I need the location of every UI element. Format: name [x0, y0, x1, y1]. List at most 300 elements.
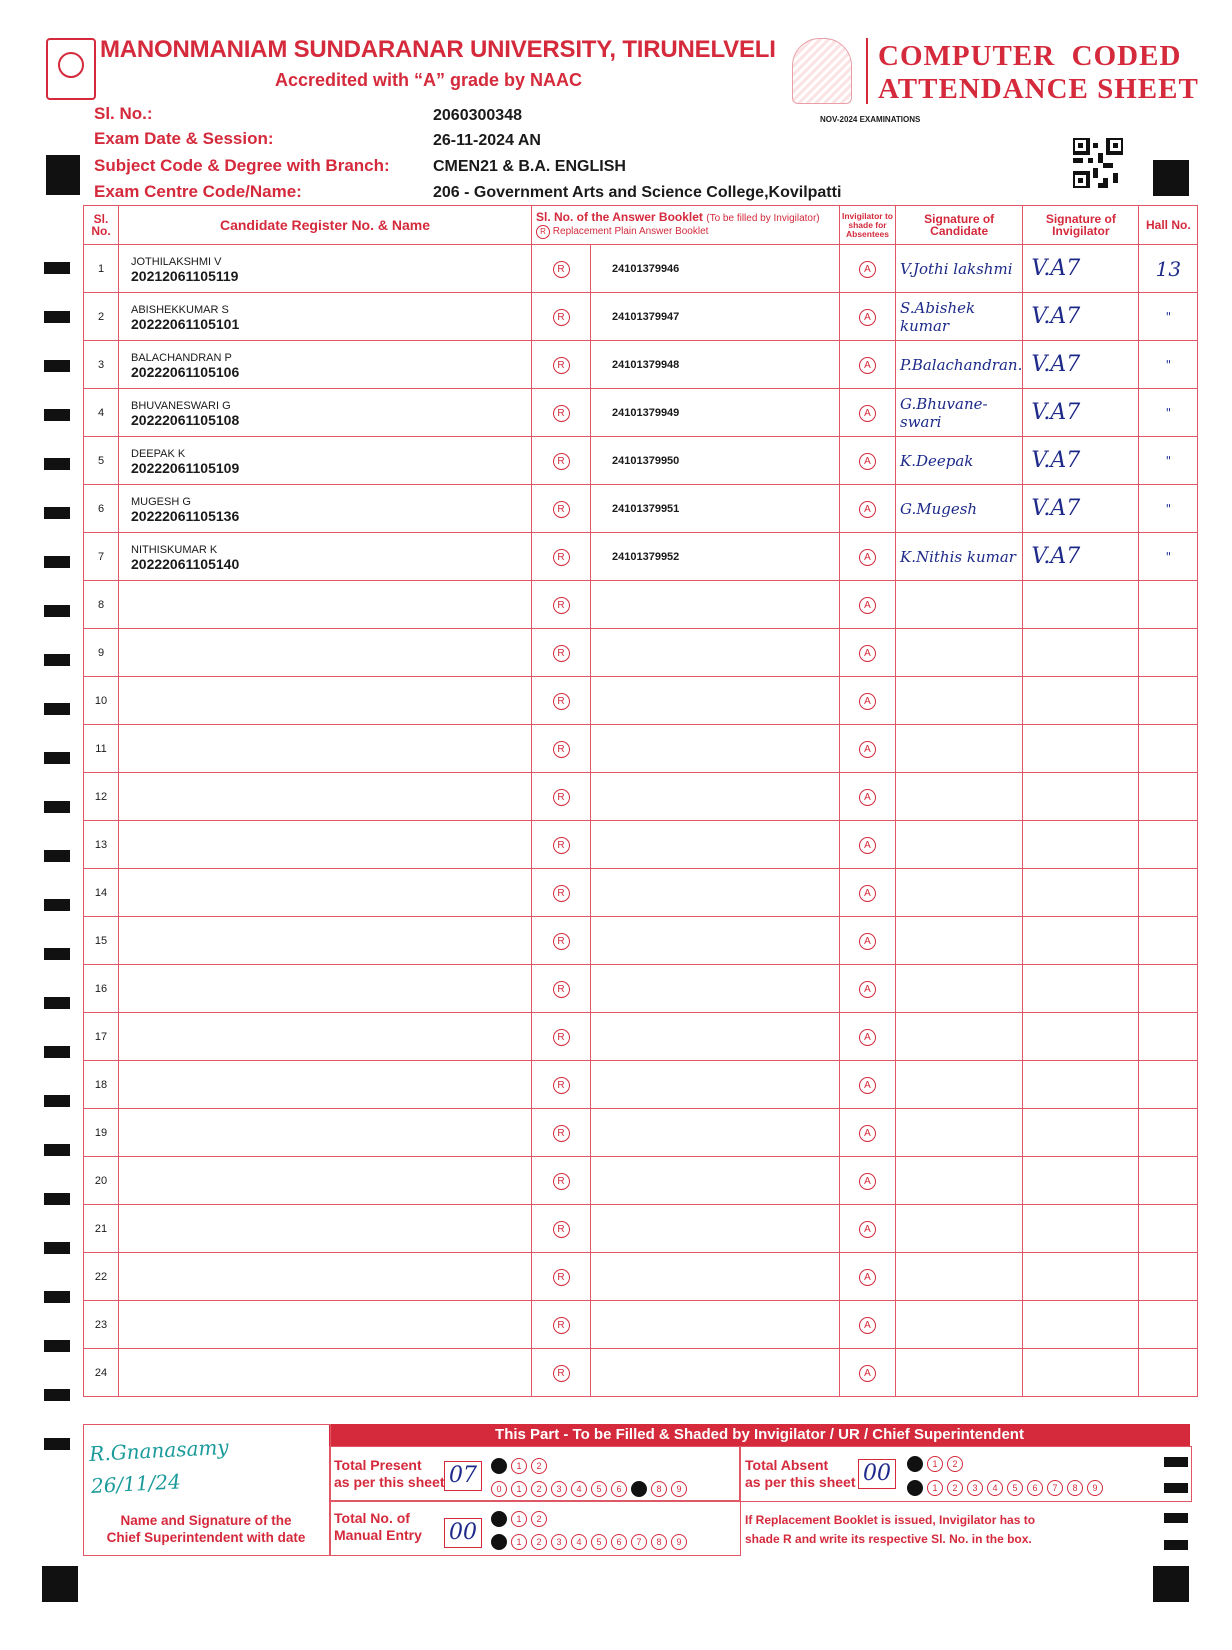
row-sl-no: 11	[84, 725, 119, 773]
timing-mark	[44, 1340, 70, 1352]
hall-no	[1139, 1109, 1198, 1157]
invigilator-signature	[1023, 1157, 1139, 1205]
university-logo	[46, 38, 96, 100]
invigilator-signature: V.A7	[1023, 389, 1139, 437]
timing-mark	[1164, 1540, 1188, 1550]
digit-bubble[interactable]: 9	[1087, 1480, 1103, 1496]
total-present-tens-bubbles	[491, 1456, 551, 1474]
digit-bubble[interactable]: 2	[531, 1458, 547, 1474]
booklet-no[interactable]: 24101379948	[591, 341, 840, 389]
replacement-bubble[interactable]: R	[553, 933, 570, 950]
replacement-bubble[interactable]: R	[553, 501, 570, 518]
candidate-cell	[119, 965, 532, 1013]
absentee-bubble[interactable]: A	[859, 261, 876, 278]
absentee-bubble[interactable]: A	[859, 1173, 876, 1190]
invigilator-signature: V.A7	[1023, 245, 1139, 293]
absentee-cell	[840, 1109, 896, 1157]
candidate-signature	[896, 581, 1023, 629]
replacement-bubble[interactable]: R	[553, 597, 570, 614]
replacement-cell	[532, 533, 591, 581]
replacement-bubble[interactable]: R	[553, 741, 570, 758]
row-sl-no: 17	[84, 1013, 119, 1061]
replacement-bubble[interactable]: R	[553, 309, 570, 326]
replacement-note: If Replacement Booklet is issued, Invigilator has to shade R and write its respective Sl. No. in the box.	[745, 1513, 1036, 1546]
hall-no	[1139, 581, 1198, 629]
booklet-no[interactable]	[591, 1157, 840, 1205]
candidate-signature	[896, 1013, 1023, 1061]
digit-bubble[interactable]: 2	[947, 1456, 963, 1472]
timing-mark	[44, 507, 70, 519]
total-absent-label: Total Absent as per this sheet	[745, 1457, 856, 1490]
replacement-cell	[532, 1061, 591, 1109]
invigilator-signature: V.A7	[1023, 533, 1139, 581]
absentee-bubble[interactable]: A	[859, 1125, 876, 1142]
absentee-bubble[interactable]: A	[859, 1269, 876, 1286]
timing-mark	[44, 360, 70, 372]
timing-mark	[42, 1566, 78, 1602]
candidate-signature	[896, 773, 1023, 821]
replacement-cell	[532, 725, 591, 773]
digit-bubble[interactable]: 3	[967, 1480, 983, 1496]
absentee-bubble[interactable]: A	[859, 645, 876, 662]
invigilator-signature: V.A7	[1023, 293, 1139, 341]
replacement-cell	[532, 437, 591, 485]
booklet-no[interactable]	[591, 1109, 840, 1157]
booklet-no[interactable]	[591, 1061, 840, 1109]
row-sl-no: 7	[84, 533, 119, 581]
invigilator-signature: V.A7	[1023, 485, 1139, 533]
absentee-bubble[interactable]: A	[859, 789, 876, 806]
accreditation-text: Accredited with “A” grade by NAAC	[275, 70, 583, 90]
digit-bubble[interactable]: 0	[907, 1456, 923, 1472]
replacement-cell	[532, 341, 591, 389]
row-sl-no: 1	[84, 245, 119, 293]
candidate-name: MUGESH G	[131, 495, 191, 508]
digit-bubble[interactable]: 4	[987, 1480, 1003, 1496]
candidate-cell	[119, 245, 532, 293]
invigilator-signature	[1023, 773, 1139, 821]
absentee-bubble[interactable]: A	[859, 1029, 876, 1046]
hall-no	[1139, 725, 1198, 773]
hall-no: "	[1139, 533, 1198, 581]
table-row	[84, 1301, 1198, 1349]
digit-bubble[interactable]: 2	[531, 1511, 547, 1527]
candidate-register-no: 20222061105101	[131, 315, 240, 332]
table-row	[84, 581, 1198, 629]
replacement-bubble[interactable]: R	[553, 885, 570, 902]
timing-mark	[44, 899, 70, 911]
invigilator-signature	[1023, 1253, 1139, 1301]
replacement-cell	[532, 917, 591, 965]
replacement-cell	[532, 1349, 591, 1397]
absentee-bubble[interactable]: A	[859, 597, 876, 614]
digit-bubble[interactable]: 6	[1027, 1480, 1043, 1496]
header-booklet-sub: Replacement Plain Answer Booklet	[552, 226, 709, 237]
digit-bubble[interactable]: 3	[551, 1534, 567, 1550]
digit-bubble[interactable]: 1	[927, 1480, 943, 1496]
timing-mark	[44, 801, 70, 813]
digit-bubble[interactable]: 1	[511, 1534, 527, 1550]
absentee-bubble[interactable]: A	[859, 501, 876, 518]
absentee-bubble[interactable]: A	[859, 885, 876, 902]
booklet-no[interactable]	[591, 725, 840, 773]
invigilator-signature	[1023, 581, 1139, 629]
timing-mark	[44, 654, 70, 666]
booklet-no[interactable]: 24101379951	[591, 485, 840, 533]
row-sl-no: 16	[84, 965, 119, 1013]
booklet-no[interactable]	[591, 965, 840, 1013]
digit-bubble[interactable]: 0	[491, 1481, 507, 1497]
hall-no	[1139, 1349, 1198, 1397]
booklet-no[interactable]	[591, 869, 840, 917]
digit-bubble[interactable]: 1	[511, 1511, 527, 1527]
absentee-bubble[interactable]: A	[859, 405, 876, 422]
booklet-no[interactable]	[591, 773, 840, 821]
replacement-bubble[interactable]: R	[553, 1269, 570, 1286]
header-booklet	[532, 206, 840, 245]
booklet-no[interactable]	[591, 1205, 840, 1253]
candidate-cell	[119, 341, 532, 389]
absentee-bubble[interactable]: A	[859, 309, 876, 326]
table-header	[84, 206, 1198, 245]
absentee-bubble[interactable]: A	[859, 1365, 876, 1382]
timing-mark	[44, 948, 70, 960]
absentee-bubble[interactable]: A	[859, 453, 876, 470]
row-sl-no: 5	[84, 437, 119, 485]
candidate-register-no: 20222061105106	[131, 363, 240, 380]
replacement-cell	[532, 1157, 591, 1205]
candidate-cell	[119, 1349, 532, 1397]
absentee-bubble[interactable]: A	[859, 693, 876, 710]
absentee-bubble[interactable]: A	[859, 1077, 876, 1094]
header-invigilator-signature: Signature of Invigilator	[1023, 206, 1139, 245]
table-row	[84, 437, 1198, 485]
candidate-signature	[896, 1205, 1023, 1253]
digit-bubble[interactable]: 8	[1067, 1480, 1083, 1496]
table-row	[84, 869, 1198, 917]
invigilator-signature	[1023, 869, 1139, 917]
replacement-cell	[532, 1205, 591, 1253]
booklet-no[interactable]: 24101379947	[591, 293, 840, 341]
digit-bubble[interactable]: 5	[591, 1481, 607, 1497]
candidate-cell	[119, 773, 532, 821]
candidate-register-no: 20222061105109	[131, 459, 240, 476]
digit-bubble[interactable]: 0	[491, 1511, 507, 1527]
candidate-cell	[119, 1061, 532, 1109]
table-row	[84, 677, 1198, 725]
candidate-cell	[119, 1109, 532, 1157]
table-row	[84, 1061, 1198, 1109]
candidate-signature	[896, 821, 1023, 869]
digit-bubble[interactable]: 9	[671, 1481, 687, 1497]
row-sl-no: 20	[84, 1157, 119, 1205]
absentee-cell	[840, 293, 896, 341]
candidate-register-no: 20212061105119	[131, 267, 239, 284]
total-present-label: Total Present as per this sheet	[334, 1457, 445, 1490]
table-row	[84, 821, 1198, 869]
replacement-bubble[interactable]: R	[553, 453, 570, 470]
total-absent-tens-bubbles	[907, 1454, 967, 1472]
absentee-cell	[840, 437, 896, 485]
chief-superintendent-signature: R.Gnanasamy 26/11/24	[88, 1434, 230, 1498]
absentee-bubble[interactable]: A	[859, 981, 876, 998]
replacement-bubble[interactable]: R	[553, 405, 570, 422]
replacement-cell	[532, 1013, 591, 1061]
candidate-signature	[896, 677, 1023, 725]
timing-mark	[44, 409, 70, 421]
replacement-bubble[interactable]: R	[553, 789, 570, 806]
digit-bubble[interactable]: 1	[927, 1456, 943, 1472]
timing-mark	[44, 556, 70, 568]
total-absent-value[interactable]: 00	[858, 1459, 896, 1489]
booklet-no[interactable]	[591, 821, 840, 869]
replacement-cell	[532, 1253, 591, 1301]
university-name: MANONMANIAM SUNDARANAR UNIVERSITY, TIRUNELVELI	[100, 36, 776, 63]
replacement-cell	[532, 1301, 591, 1349]
digit-bubble[interactable]: 8	[651, 1481, 667, 1497]
digit-bubble[interactable]: 2	[531, 1534, 547, 1550]
absentee-bubble[interactable]: A	[859, 837, 876, 854]
absentee-bubble[interactable]: A	[859, 1221, 876, 1238]
exam-centre-label: Exam Centre Code/Name:	[94, 182, 302, 201]
timing-mark	[44, 1242, 70, 1254]
absentee-bubble[interactable]: A	[859, 933, 876, 950]
candidate-cell	[119, 1157, 532, 1205]
table-row	[84, 293, 1198, 341]
booklet-no[interactable]	[591, 581, 840, 629]
replacement-bubble[interactable]: R	[553, 1317, 570, 1334]
absentee-bubble[interactable]: A	[859, 357, 876, 374]
table-row	[84, 389, 1198, 437]
total-present-units-bubbles	[491, 1479, 691, 1497]
candidate-signature	[896, 1301, 1023, 1349]
booklet-no[interactable]	[591, 677, 840, 725]
timing-mark	[44, 605, 70, 617]
replacement-bubble[interactable]: R	[553, 1365, 570, 1382]
row-sl-no: 14	[84, 869, 119, 917]
absentee-cell	[840, 1301, 896, 1349]
replacement-bubble[interactable]: R	[553, 1029, 570, 1046]
candidate-signature	[896, 1253, 1023, 1301]
hall-no	[1139, 629, 1198, 677]
header-absentee-shade: Invigilator to shade for Absentees	[840, 206, 896, 245]
candidate-signature	[896, 869, 1023, 917]
digit-bubble[interactable]: 6	[611, 1534, 627, 1550]
timing-mark	[46, 155, 80, 195]
absentee-bubble[interactable]: A	[859, 1317, 876, 1334]
booklet-no[interactable]: 24101379949	[591, 389, 840, 437]
digit-bubble[interactable]: 0	[907, 1480, 923, 1496]
attendance-table	[83, 205, 1198, 1397]
table-row	[84, 1013, 1198, 1061]
table-row	[84, 917, 1198, 965]
replacement-bubble[interactable]: R	[553, 549, 570, 566]
qr-code-icon	[1073, 138, 1123, 188]
replacement-bubble[interactable]: R	[553, 1221, 570, 1238]
candidate-signature	[896, 1061, 1023, 1109]
booklet-no[interactable]: 24101379952	[591, 533, 840, 581]
digit-bubble[interactable]: 4	[571, 1534, 587, 1550]
replacement-bubble[interactable]: R	[553, 837, 570, 854]
booklet-no[interactable]	[591, 1301, 840, 1349]
subject-value: CMEN21 & B.A. ENGLISH	[433, 158, 626, 175]
timing-mark	[44, 703, 70, 715]
timing-mark	[44, 850, 70, 862]
candidate-cell	[119, 581, 532, 629]
table-row	[84, 1157, 1198, 1205]
replacement-bubble[interactable]: R	[553, 645, 570, 662]
header-sl-no: Sl. No.	[84, 206, 119, 245]
table-row	[84, 1253, 1198, 1301]
exam-label: NOV-2024 EXAMINATIONS	[820, 115, 921, 124]
booklet-no[interactable]: 24101379946	[591, 245, 840, 293]
candidate-cell	[119, 389, 532, 437]
table-row	[84, 965, 1198, 1013]
digit-bubble[interactable]: 3	[551, 1481, 567, 1497]
row-sl-no: 15	[84, 917, 119, 965]
sheet-title	[878, 40, 1199, 106]
invigilator-signature	[1023, 677, 1139, 725]
replacement-bubble[interactable]: R	[553, 981, 570, 998]
timing-mark	[44, 1389, 70, 1401]
replacement-circle-icon: R	[536, 225, 550, 239]
invigilator-signature	[1023, 1013, 1139, 1061]
hall-no	[1139, 677, 1198, 725]
sheet-title-line-1: COMPUTER CODED	[878, 40, 1182, 72]
absentee-cell	[840, 1061, 896, 1109]
total-absent-units-bubbles	[907, 1478, 1107, 1496]
table-row	[84, 629, 1198, 677]
candidate-signature: V.Jothi lakshmi	[896, 245, 1023, 293]
booklet-no[interactable]	[591, 1349, 840, 1397]
digit-bubble[interactable]: 7	[631, 1534, 647, 1550]
absentee-bubble[interactable]: A	[859, 741, 876, 758]
replacement-cell	[532, 581, 591, 629]
digit-bubble[interactable]: 7	[1047, 1480, 1063, 1496]
invigilator-signature	[1023, 629, 1139, 677]
absentee-cell	[840, 1205, 896, 1253]
total-present-value[interactable]: 07	[444, 1461, 482, 1491]
timing-mark	[1153, 160, 1189, 196]
header-candidate: Candidate Register No. & Name	[119, 206, 532, 245]
timing-mark	[44, 1291, 70, 1303]
timing-mark	[44, 311, 70, 323]
manual-entry-value[interactable]: 00	[444, 1518, 482, 1548]
invigilator-signature: V.A7	[1023, 341, 1139, 389]
digit-bubble[interactable]: 5	[1007, 1480, 1023, 1496]
hall-no	[1139, 869, 1198, 917]
absentee-cell	[840, 341, 896, 389]
row-sl-no: 8	[84, 581, 119, 629]
booklet-no[interactable]: 24101379950	[591, 437, 840, 485]
digit-bubble[interactable]: 5	[591, 1534, 607, 1550]
absentee-cell	[840, 917, 896, 965]
absentee-cell	[840, 1013, 896, 1061]
row-sl-no: 9	[84, 629, 119, 677]
candidate-register-no: 20222061105136	[131, 507, 240, 524]
digit-bubble[interactable]: 2	[531, 1481, 547, 1497]
booklet-no[interactable]	[591, 1253, 840, 1301]
absentee-cell	[840, 629, 896, 677]
manual-entry-units-bubbles	[491, 1532, 691, 1550]
invigilator-signature	[1023, 821, 1139, 869]
candidate-cell	[119, 917, 532, 965]
digit-bubble[interactable]: 6	[611, 1481, 627, 1497]
digit-bubble[interactable]: 0	[491, 1458, 507, 1474]
digit-bubble[interactable]: 1	[511, 1481, 527, 1497]
timing-mark	[44, 1438, 70, 1450]
timing-mark	[44, 458, 70, 470]
candidate-signature	[896, 917, 1023, 965]
invigilator-signature	[1023, 965, 1139, 1013]
row-sl-no: 3	[84, 341, 119, 389]
sl-no-value: 2060300348	[433, 107, 522, 124]
hall-no	[1139, 965, 1198, 1013]
candidate-name: BALACHANDRAN P	[131, 351, 232, 364]
booklet-no[interactable]	[591, 917, 840, 965]
row-sl-no: 6	[84, 485, 119, 533]
candidate-cell	[119, 725, 532, 773]
replacement-cell	[532, 677, 591, 725]
row-sl-no: 13	[84, 821, 119, 869]
absentee-cell	[840, 725, 896, 773]
hall-no: "	[1139, 293, 1198, 341]
digit-bubble[interactable]: 9	[671, 1534, 687, 1550]
digit-bubble[interactable]: 0	[491, 1534, 507, 1550]
hall-no	[1139, 1301, 1198, 1349]
replacement-bubble[interactable]: R	[553, 1173, 570, 1190]
digit-bubble[interactable]: 2	[947, 1480, 963, 1496]
header-booklet-note: (To be filled by Invigilator)	[706, 213, 820, 224]
absentee-cell	[840, 485, 896, 533]
invigilator-signature	[1023, 1349, 1139, 1397]
candidate-register-no: 20222061105140	[131, 555, 240, 572]
replacement-bubble[interactable]: R	[553, 357, 570, 374]
timing-mark	[1153, 1566, 1189, 1602]
absentee-bubble[interactable]: A	[859, 549, 876, 566]
booklet-no[interactable]	[591, 1013, 840, 1061]
hall-no	[1139, 1205, 1198, 1253]
candidate-cell	[119, 485, 532, 533]
replacement-bubble[interactable]: R	[553, 693, 570, 710]
digit-bubble[interactable]: 8	[651, 1534, 667, 1550]
hall-no: "	[1139, 389, 1198, 437]
timing-mark	[44, 1095, 70, 1107]
digit-bubble[interactable]: 1	[511, 1458, 527, 1474]
invigilator-signature	[1023, 917, 1139, 965]
digit-bubble[interactable]: 4	[571, 1481, 587, 1497]
candidate-name: NITHISKUMAR K	[131, 543, 218, 556]
candidate-cell	[119, 821, 532, 869]
hall-no	[1139, 1061, 1198, 1109]
candidate-signature: G.Bhuvane-swari	[896, 389, 1023, 437]
digit-bubble[interactable]: 7	[631, 1481, 647, 1497]
replacement-cell	[532, 1109, 591, 1157]
table-row	[84, 1109, 1198, 1157]
booklet-no[interactable]	[591, 629, 840, 677]
exam-centre-value: 206 - Government Arts and Science College,Kovilpatti	[433, 184, 842, 201]
candidate-signature: G.Mugesh	[896, 485, 1023, 533]
subject-label: Subject Code & Degree with Branch:	[94, 156, 390, 175]
table-row	[84, 1205, 1198, 1253]
table-row	[84, 245, 1198, 293]
row-sl-no: 22	[84, 1253, 119, 1301]
replacement-bubble[interactable]: R	[553, 1077, 570, 1094]
replacement-bubble[interactable]: R	[553, 1125, 570, 1142]
replacement-bubble[interactable]: R	[553, 261, 570, 278]
hall-no	[1139, 917, 1198, 965]
header-divider	[866, 38, 868, 104]
